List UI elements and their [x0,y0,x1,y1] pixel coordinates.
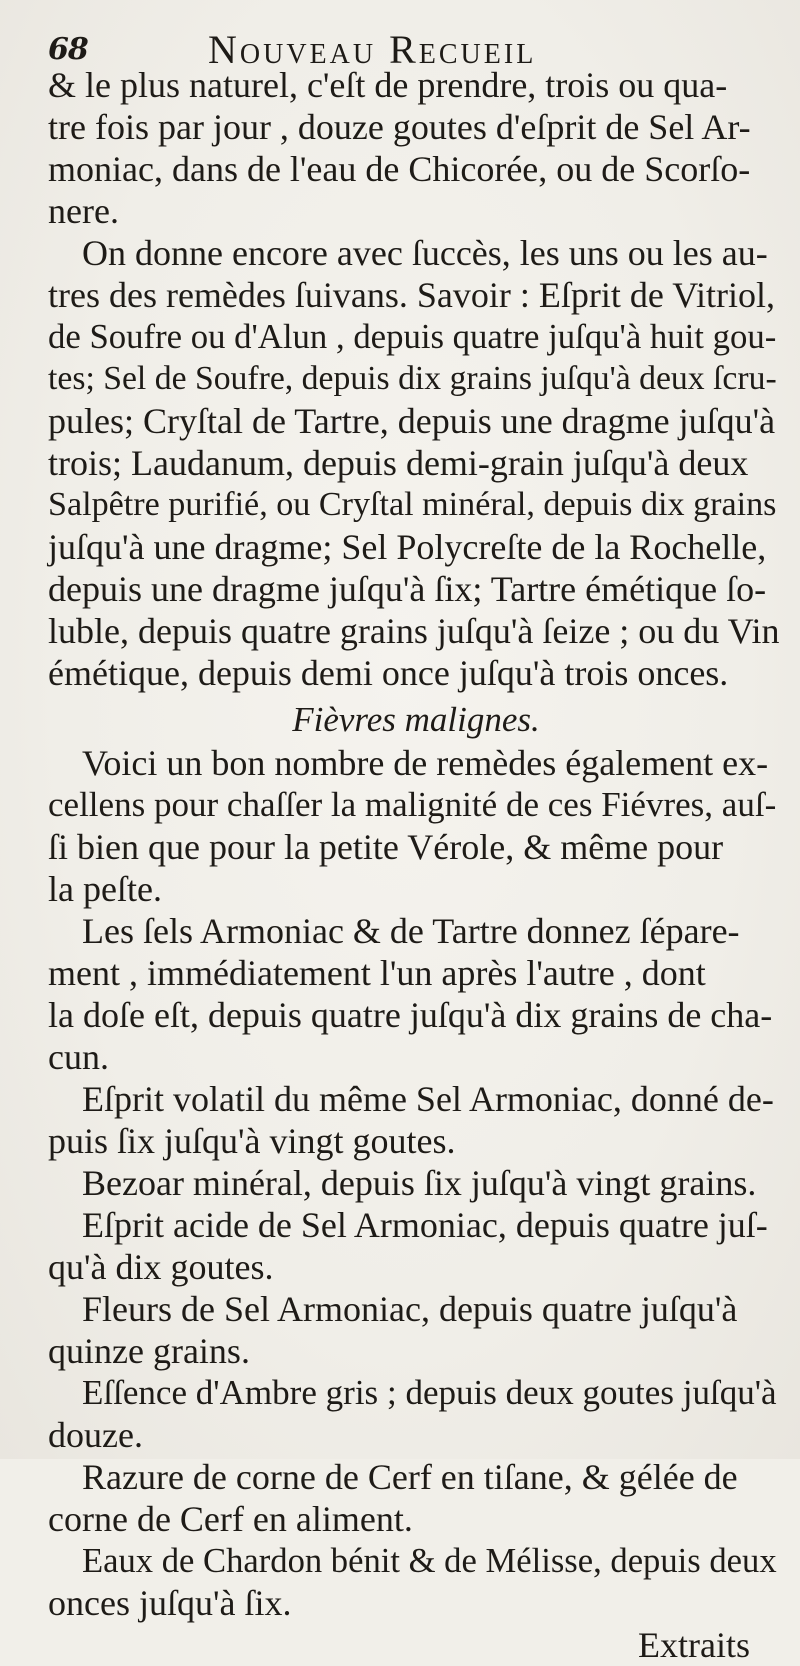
paragraph-start: Eſſence d'Ambre gris ; depuis deux goutes juſqu'à [82,1373,777,1412]
text-line: & le plus naturel, c'eſt de prendre, trois ou qua- [48,65,728,105]
page-number: 68 [48,32,88,67]
text-line: luble, depuis quatre grains juſqu'à ſeize ; ou du Vin [48,611,780,651]
paragraph-start: Bezoar minéral, depuis ſix juſqu'à vingt grains. [82,1163,757,1203]
text-line: cellens pour chaſſer la malignité de ces Fiévres, auſ- [48,785,777,824]
body-text [48,64,784,1666]
section-heading: Fièvres malignes. [292,700,540,739]
text-line: émétique, depuis demi once juſqu'à trois onces. [48,653,729,693]
text-line: quinze grains. [48,1331,250,1371]
text-line: ſi bien que pour la petite Vérole, & même pour [48,827,724,867]
text-line: douze. [48,1415,143,1455]
paragraph-start: Razure de corne de Cerf en tiſane, & gélée de [82,1457,738,1497]
text-line: tre fois par jour , douze goutes d'eſprit de Sel Ar- [48,107,751,147]
text-line: cun. [48,1037,109,1077]
text-line: pules; Cryſtal de Tartre, depuis une dragme juſqu'à [48,401,776,441]
text-line: la doſe eſt, depuis quatre juſqu'à dix grains de cha- [48,995,773,1035]
text-line: de Soufre ou d'Alun , depuis quatre juſqu'à huit gou- [48,317,777,356]
paragraph-start: Eſprit volatil du même Sel Armoniac, donné de- [82,1079,774,1119]
paragraph-start: Eſprit acide de Sel Armoniac, depuis quatre juſ- [82,1205,768,1245]
paragraph-start: Voici un bon nombre de remèdes également ex- [82,743,769,783]
text-line: moniac, dans de l'eau de Chicorée, ou de Scorſo- [48,149,751,189]
paragraph-start: Eaux de Chardon bénit & de Mélisse, depuis deux [82,1542,777,1580]
text-line: puis ſix juſqu'à vingt goutes. [48,1121,456,1161]
catchword: Extraits [638,1625,750,1665]
text-line: Salpêtre purifié, ou Cryſtal minéral, depuis dix grains [48,486,777,523]
text-line: tres des remèdes ſuivans. Savoir : Eſprit de Vitriol, [48,275,776,315]
text-line: depuis une dragme juſqu'à ſix; Tartre émétique ſo- [48,569,767,609]
paragraph-start: On donne encore avec ſuccès, les uns ou les au- [82,233,768,273]
text-line: juſqu'à une dragme; Sel Polycreſte de la Rochelle, [48,527,767,567]
text-line: ment , immédiatement l'un après l'autre , dont [48,953,706,993]
text-line: trois; Laudanum, depuis demi-grain juſqu'à deux [48,443,749,483]
text-line: qu'à dix goutes. [48,1247,274,1287]
text-line: onces juſqu'à ſix. [48,1583,292,1623]
paragraph-start: Les ſels Armoniac & de Tartre donnez ſépare- [82,911,740,951]
running-title: Nouveau Recueil [208,27,537,72]
text-line: corne de Cerf en aliment. [48,1499,413,1539]
text-line: tes; Sel de Soufre, depuis dix grains juſqu'à deux ſcru- [48,360,777,397]
text-line: la peſte. [48,869,162,909]
paragraph-start: Fleurs de Sel Armoniac, depuis quatre juſqu'à [82,1289,738,1329]
text-line: nere. [48,191,119,231]
